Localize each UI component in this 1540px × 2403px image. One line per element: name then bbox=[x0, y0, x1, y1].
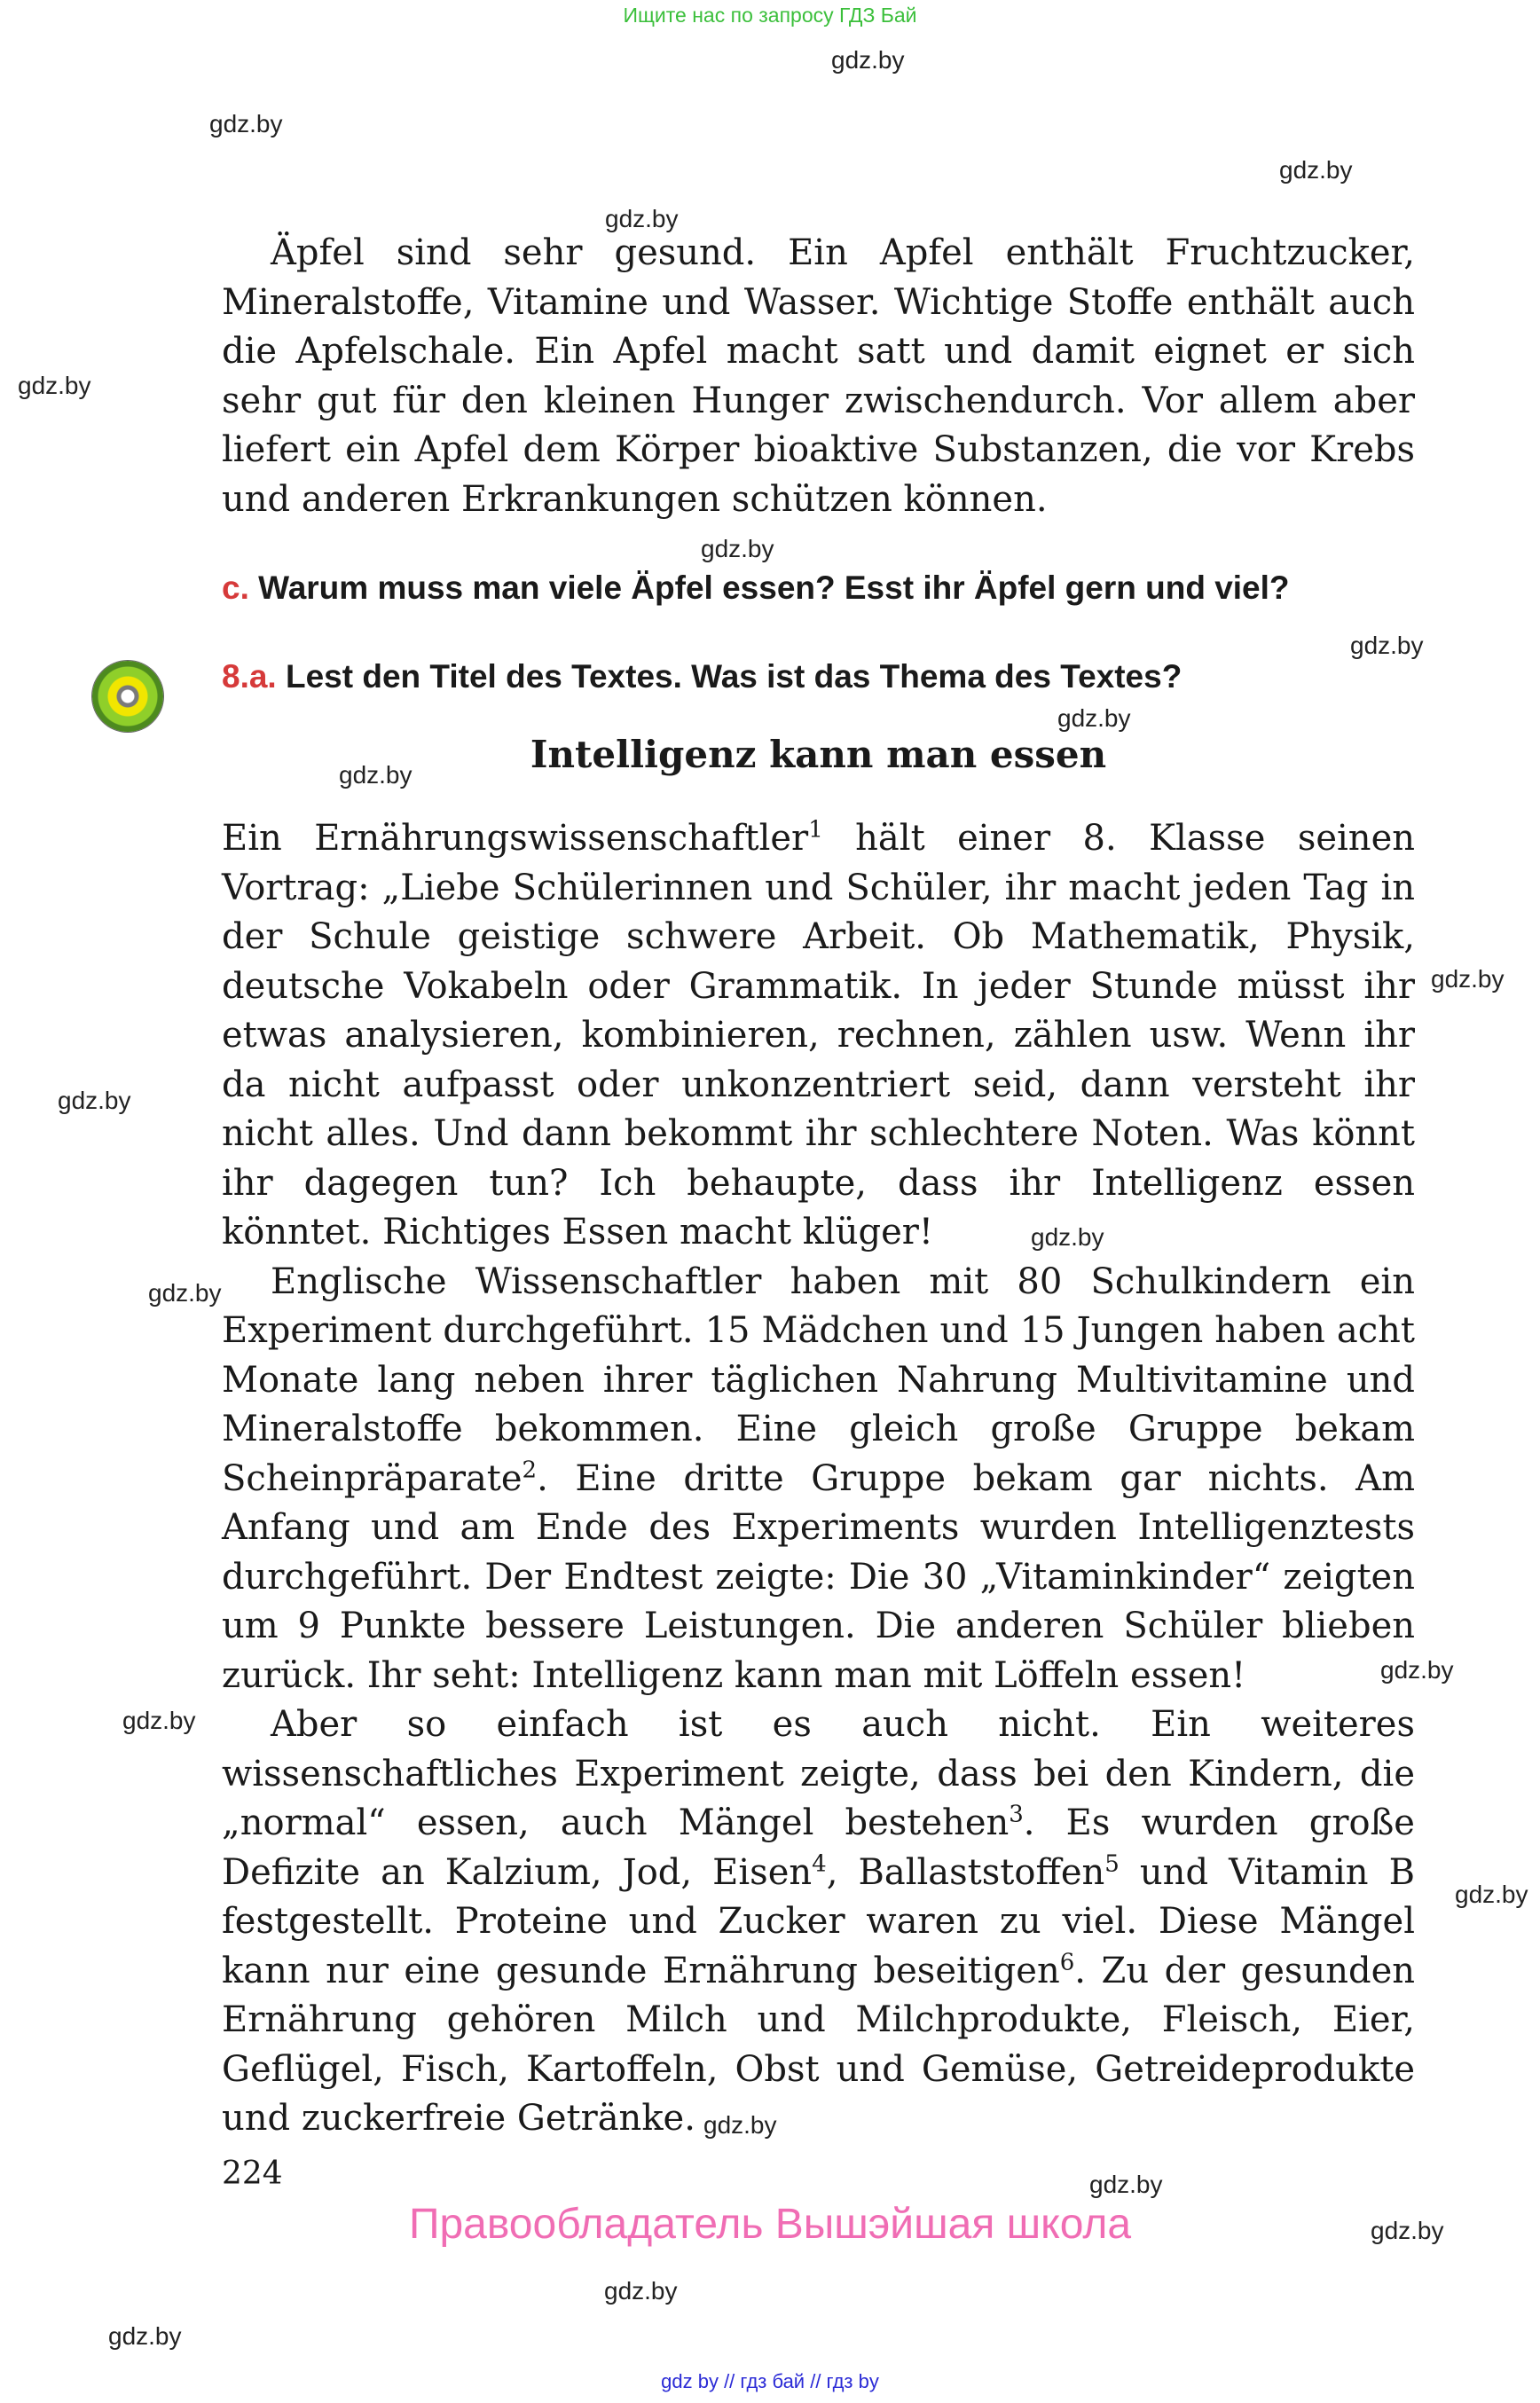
watermark: gdz.by bbox=[1057, 704, 1131, 732]
apple-paragraph-text: Äpfel sind sehr gesund. Ein Apfel enthält Fruchtzucker, Mineralstoffe, Vitamine und Wasser. Wichtige Stoffe enthält auch die Apfelschale. Ein Apfel macht satt und damit eignet er sich sehr gut für den kleinen Hunger zwischendurch. Vor allem aber liefert ein Apfel dem Körper bioaktive Substanzen, die vor Krebs und anderen Erkrankungen schützen können. bbox=[222, 232, 1415, 520]
task-c bbox=[222, 569, 1290, 607]
footnote-6: 6 bbox=[1059, 1949, 1075, 1976]
footnote-4: 4 bbox=[812, 1850, 827, 1878]
watermark: gdz.by bbox=[1455, 1881, 1528, 1908]
watermark: gdz.by bbox=[148, 1279, 222, 1307]
paragraph-1: Ein Ernährungswissenschaftler$^1$ hält einer 8. Klasse seinen Vortrag: „Liebe Schülerinnen und Schüler, ihr macht jeden Tag in der Schule geistige schwere Arbeit. Ob Mathematik, Physik, deutsche Vokabeln oder Grammatik. In jeder Stunde müsst ihr etwas analysieren, kombinieren, rechnen, zählen usw. Wenn ihr da nicht aufpasst oder unkonzentriert seid, dann versteht ihr nicht alles. Und dann bekommt ihr schlechtere Noten. Was könnt ihr dagegen tun? Ich behaupte, dass ihr Intelligenz essen könntet. Richtiges Essen macht klüger! bbox=[222, 816, 1415, 1253]
watermark: gdz.by bbox=[701, 535, 774, 562]
paragraph-3: Aber so einfach ist es auch nicht. Ein weiteres wissenschaftliches Experiment zeigte, dass bei den Kindern, die „normal“ essen, auch Mängel bestehen$^3$. Es wurden große Defizite an Kalzium, Jod, Eisen$^4$, Ballaststoffen$^5$ und Vitamin B festgestellt. Proteine und Zucker waren zu viel. Diese Mängel kann nur eine gesunde Ernährung beseitigen$^6$. Zu der gesunden Ernährung gehören Milch und Milchprodukte, Fleisch, Eier, Geflügel, Fisch, Kartoffeln, Obst und Gemüse, Getreideprodukte und zuckerfreie Getränke. bbox=[222, 1704, 1415, 2139]
watermark: gdz.by bbox=[1031, 1223, 1104, 1251]
watermark: gdz.by bbox=[1380, 1656, 1454, 1684]
main-text bbox=[222, 814, 1415, 2144]
task-8a bbox=[222, 658, 1182, 695]
watermark: gdz.by bbox=[209, 110, 283, 137]
footnote-1: 1 bbox=[808, 816, 823, 844]
footer-links[interactable]: gdz by // гдз бай // гдз by bbox=[661, 2370, 879, 2392]
paragraph-2: Englische Wissenschaftler haben mit 80 Schulkindern ein Experiment durchgeführt. 15 Mädchen und 15 Jungen haben acht Monate lang neben ihrer täglichen Nahrung Multivitamine und Mineralstoffe bekommen. Eine gleich große Gruppe bekam Scheinpräparate$^2$. Eine dritte Gruppe bekam gar nichts. Am Anfang und am Ende des Experiments wurden Intelligenztests durchgeführt. Der Endtest zeigte: Die 30 „Vitaminkinder“ zeigten um 9 Punkte bessere Leistungen. Die anderen Schüler blieben zurück. Ihr seht: Intelligenz kann man mit Löffeln essen! bbox=[222, 1260, 1415, 1696]
cd-disc-icon[interactable] bbox=[92, 661, 163, 732]
text-title: Intelligenz kann man essen bbox=[530, 733, 1107, 776]
footnote-3: 3 bbox=[1009, 1801, 1024, 1828]
watermark: gdz.by bbox=[1089, 2171, 1163, 2198]
task-c-number: c. bbox=[222, 569, 249, 606]
watermark: gdz.by bbox=[122, 1707, 196, 1734]
apple-paragraph bbox=[222, 229, 1415, 524]
task-8a-text: Lest den Titel des Textes. Was ist das Thema des Textes? bbox=[286, 658, 1182, 695]
footnote-5: 5 bbox=[1104, 1850, 1120, 1878]
watermark: gdz.by bbox=[605, 205, 679, 232]
watermark: gdz.by bbox=[1279, 156, 1353, 184]
task-c-text: Warum muss man viele Äpfel essen? Esst ihr Äpfel gern und viel? bbox=[258, 569, 1290, 606]
watermark: gdz.by bbox=[604, 2277, 678, 2305]
watermark: gdz.by bbox=[831, 46, 905, 74]
task-8a-number: 8.a. bbox=[222, 658, 277, 695]
watermark: gdz.by bbox=[1431, 965, 1505, 993]
watermark: gdz.by bbox=[58, 1087, 131, 1114]
page-number: 224 bbox=[222, 2156, 283, 2192]
watermark: gdz.by bbox=[703, 2111, 777, 2139]
footnote-2: 2 bbox=[522, 1457, 538, 1484]
top-banner[interactable]: Ищите нас по запросу ГДЗ Бай bbox=[623, 4, 917, 27]
rights-holder: Правообладатель Вышэйшая школа bbox=[408, 2201, 1132, 2248]
watermark: gdz.by bbox=[108, 2322, 182, 2350]
watermark: gdz.by bbox=[339, 761, 412, 789]
watermark: gdz.by bbox=[18, 372, 91, 399]
watermark: gdz.by bbox=[1371, 2217, 1444, 2244]
watermark: gdz.by bbox=[1350, 632, 1424, 659]
